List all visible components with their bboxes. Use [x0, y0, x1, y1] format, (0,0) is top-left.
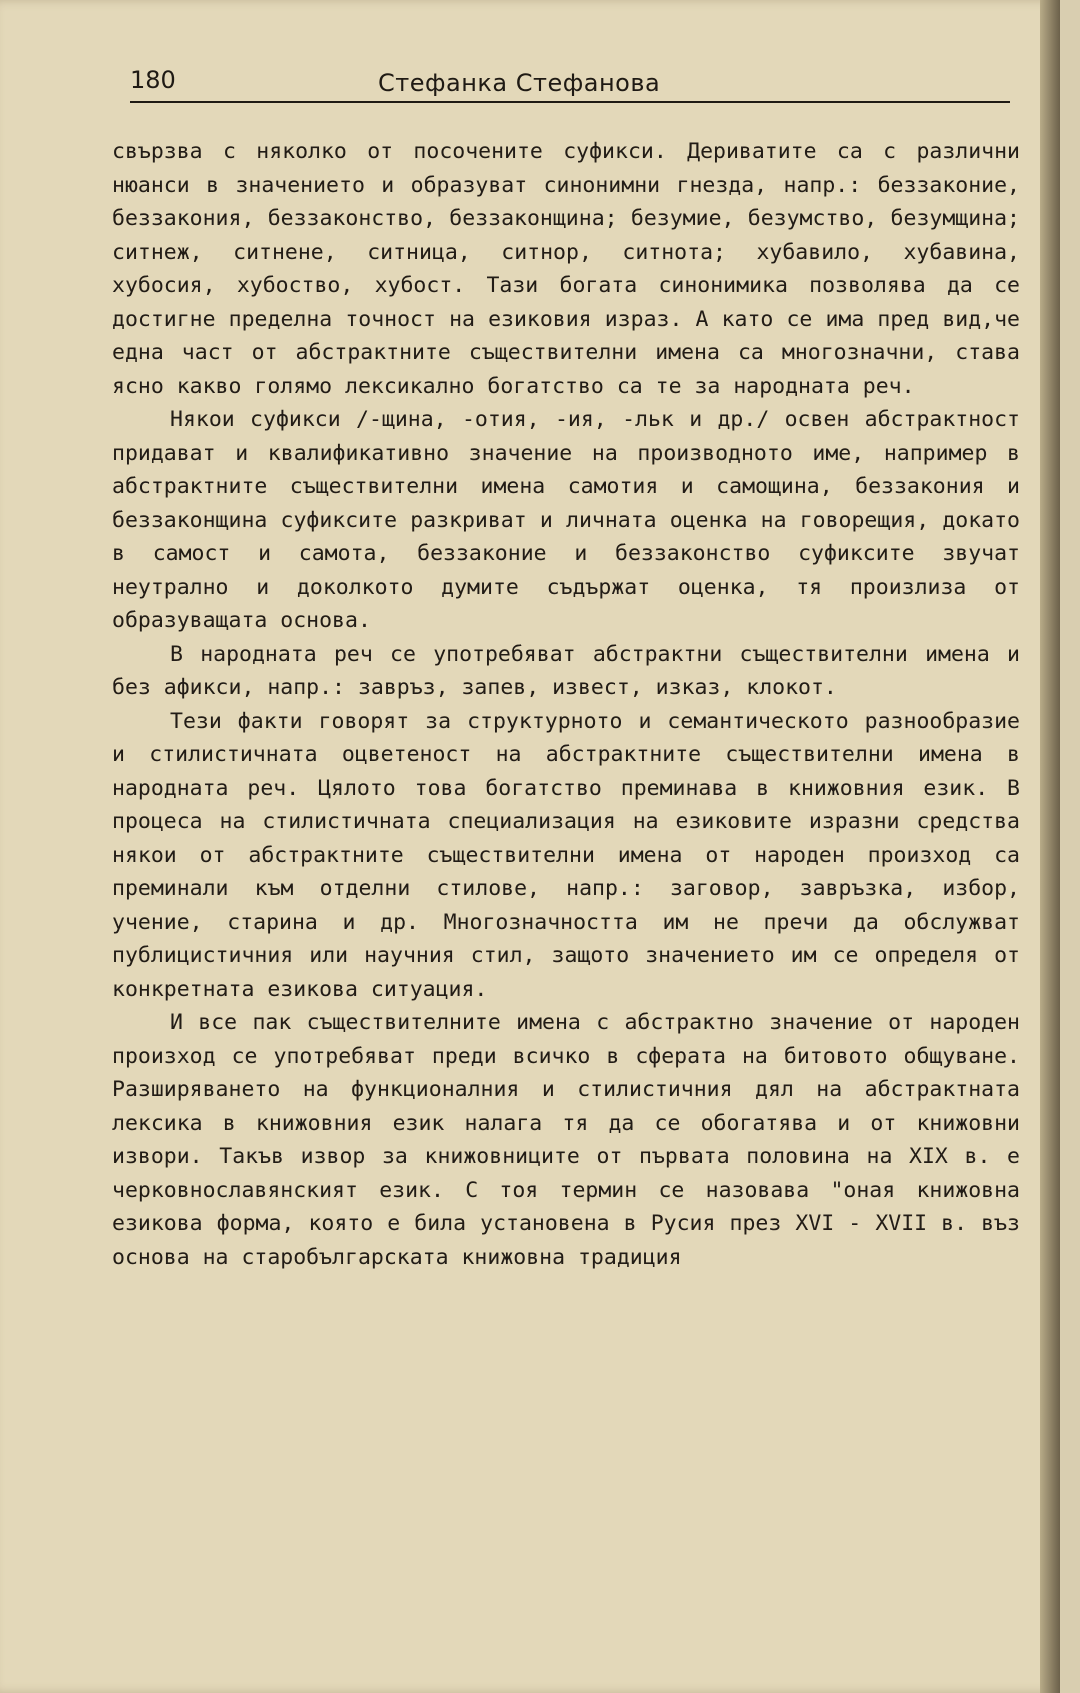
page-edge-shadow	[1040, 0, 1060, 1693]
running-title-author: Стефанка Стефанова	[378, 69, 661, 97]
header-rule	[130, 101, 1010, 103]
page-number: 180	[130, 66, 176, 94]
paragraph: Някои суфикси /-щина, -отия, -ия, -льк и др./ освен абстрактност придават и квалификативно значение на производното име, например в абстрактните съществителни имена самотия и самощина, беззакония и беззаконщина суфиксите разкриват и личната оценка на говорещия, докато в самост и самота, беззаконие и беззаконство суфиксите звучат неутрално и доколкото думите съдържат оценка, тя произлиза от образуващата основа.	[112, 407, 1020, 633]
paragraph: свързва с няколко от посочените суфикси. Дериватите са с различни нюанси в значението и образуват синонимни гнезда, напр.: беззаконие, беззакония, беззаконство, беззаконщина; безумие, безумство, безумщина; ситнеж, ситнене, ситница, ситнор, ситнота; хубавило, хубавина, хубосия, хубоство, хубост. Тази богата синонимика позволява да се достигне пределна точност на езиковия израз. А като се има пред вид,че една част от абстрактните съществителни имена са многозначни, става ясно какво голямо лексикално богатство са те за народната реч.	[112, 139, 1020, 399]
running-header	[130, 66, 1012, 106]
body-text	[112, 135, 1020, 1274]
paragraph: В народната реч се употребяват абстрактни съществителни имена и без афикси, напр.: завръз, запев, извест, изказ, клокот.	[112, 641, 1020, 700]
paragraph: Тези факти говорят за структурното и семантическото разнообразие и стилистичната оцветеност на абстрактните съществителни имена в народната реч. Цялото това богатство преминава в книжовния език. В процеса на стилистичната специализация на езиковите изразни средства някои от абстрактните съществителни имена от народен произход са преминали към отделни стилове, напр.: заговор, завръзка, избор, учение, старина и др. Многозначността им не пречи да обслужват публицистичния или научния стил, защото значението им се определя от конкретната езикова ситуация.	[112, 708, 1020, 1002]
paragraph: И все пак съществителните имена с абстрактно значение от народен произход се употребяват преди всичко в сферата на битовото общуване. Разширяването на функционалния и стилистичния дял на абстрактната лексика в книжовния език налага тя да се обогатява и от книжовни извори. Такъв извор за книжовниците от първата половина на XIX в. е черковнославянският език. С тоя термин се назовава "оная книжовна езикова форма, която е била установена в Русия през XVI - XVII в. въз основа на старобългарската книжовна традиция	[112, 1010, 1020, 1270]
